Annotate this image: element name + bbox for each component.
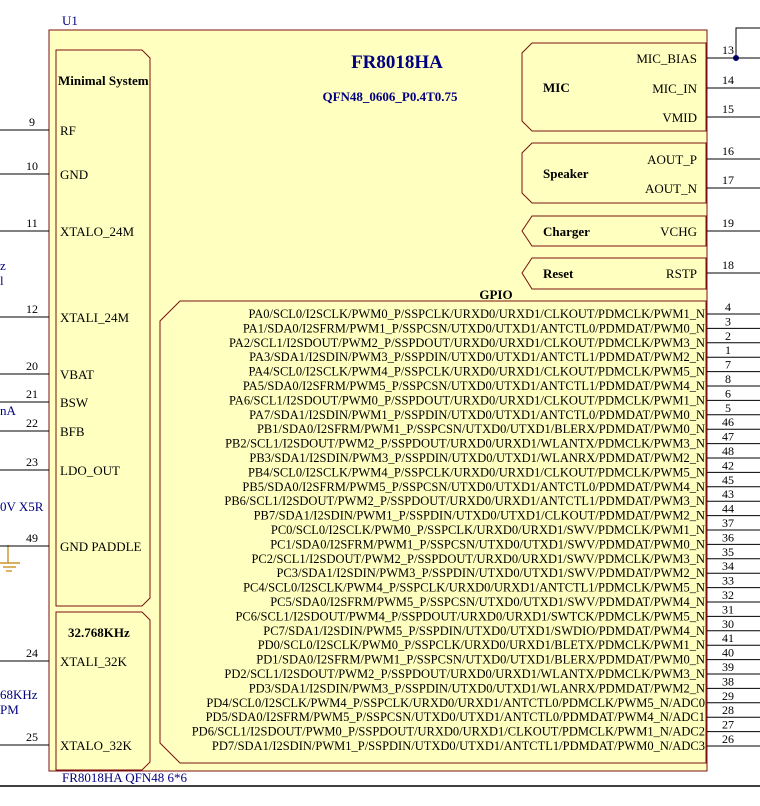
pin-name: AOUT_P <box>647 152 697 167</box>
pin-number: 30 <box>722 616 734 631</box>
pin-number: 31 <box>722 602 734 617</box>
pin-name: GND PADDLE <box>60 539 142 554</box>
pin-name: GND <box>60 167 89 182</box>
pin-name: XTALO_24M <box>60 224 135 239</box>
pin-number: 26 <box>722 732 734 746</box>
pin-name: RSTP <box>665 266 697 281</box>
pin-name: VCHG <box>660 224 697 239</box>
gpio-pin-name: PA2/SCL1/I2SDOUT/PWM2_P/SSPDOUT/URXD0/URXD1/CLKOUT/PDMCLK/PWM3_N <box>229 335 705 350</box>
gpio-pin-name: PD4/SCL0/I2SCLK/PWM4_P/SSPCLK/URXD0/URXD1/ANTCTL0/PDMCLK/PWM5_N/ADC0 <box>206 695 705 710</box>
gpio-pin-name: PB3/SDA1/I2SDIN/PWM3_P/SSPDIN/UTXD0/UTXD1/WLANRX/PDMDAT/PWM2_N <box>249 451 705 465</box>
gpio-pin-name: PB2/SCL1/I2SDOUT/PWM2_P/SSPDOUT/URXD0/URXD1/WLANTX/PDMCLK/PWM3_N <box>225 436 705 451</box>
pin-number: 3 <box>725 314 731 329</box>
pin-number: 4 <box>725 300 731 314</box>
edge-fragment: l <box>0 273 4 288</box>
pin-number: 10 <box>26 159 38 173</box>
pin-number: 29 <box>722 688 734 703</box>
gpio-pin-name: PA3/SDA1/I2SDIN/PWM3_P/SSPDIN/UTXD0/UTXD1/ANTCTL1/PDMDAT/PWM2_N <box>249 350 705 365</box>
gpio-pin-name: PA5/SDA0/I2SFRM/PWM5_P/SSPCSN/UTXD0/UTXD1/ANTCTL1/PDMDAT/PWM4_N <box>242 379 705 393</box>
gpio-pin-name: PB7/SDA1/I2SDIN/PWM1_P/SSPDIN/UTXD0/UTXD1/CLKOUT/PDMDAT/PWM2_N <box>253 508 705 523</box>
gpio-pin-group <box>192 300 760 753</box>
pin-number: 12 <box>26 302 38 316</box>
pin-name: MIC_IN <box>652 81 697 96</box>
edge-fragment: nA <box>0 403 16 418</box>
pin-number: 20 <box>26 359 38 373</box>
pin-name: BFB <box>60 424 85 439</box>
gpio-pin-name: PD7/SDA1/I2SDIN/PWM1_P/SSPDIN/UTXD0/UTXD1/ANTCTL1/PDMDAT/PWM0_N/ADC3 <box>211 739 705 753</box>
pin-number: 15 <box>722 102 734 116</box>
footer-part-label: FR8018HA QFN48 6*6 <box>62 770 187 785</box>
pin-name: MIC_BIAS <box>636 51 697 66</box>
edge-fragment: PM <box>0 702 19 717</box>
pin-name: XTALI_24M <box>60 310 130 325</box>
pin-name: VBAT <box>60 367 94 382</box>
mic-bias-junction <box>733 28 760 61</box>
gpio-pin-name: PB1/SDA0/I2SFRM/PWM1_P/SSPCSN/UTXD0/UTXD1/BLERX/PDMDAT/PWM0_N <box>256 422 705 437</box>
pin-number: 14 <box>722 73 734 87</box>
gpio-pin-name: PC7/SDA1/I2SDIN/PWM5_P/SSPDIN/UTXD0/UTXD1/SWDIO/PDMDAT/PWM4_N <box>263 623 705 638</box>
pin-number: 38 <box>722 674 734 689</box>
pin-number: 22 <box>26 416 38 430</box>
pin-number: 36 <box>722 530 734 545</box>
gpio-pin-name: PC1/SDA0/I2SFRM/PWM1_P/SSPCSN/UTXD0/UTXD1/SWV/PDMDAT/PWM0_N <box>270 537 705 552</box>
group-label-speaker: Speaker <box>543 166 589 181</box>
pin-name: LDO_OUT <box>60 463 120 478</box>
edge-fragment: 68KHz <box>0 687 38 702</box>
pin-name: BSW <box>60 395 89 410</box>
pin-number: 35 <box>722 544 734 559</box>
pin-number: 17 <box>722 173 734 187</box>
gpio-pin-name: PB6/SCL1/I2SDOUT/PWM2_P/SSPDOUT/URXD0/URXD1/ANTCTL1/PDMDAT/PWM3_N <box>224 494 705 509</box>
pin-number: 39 <box>722 660 734 674</box>
pin-number: 34 <box>722 559 734 574</box>
gpio-pin-name: PB4/SCL0/I2SCLK/PWM4_P/SSPCLK/URXD0/URXD1/CLKOUT/PDMCLK/PWM5_N <box>247 465 705 480</box>
pin-number: 6 <box>725 386 731 401</box>
gpio-pin-name: PC0/SCL0/I2SCLK/PWM0_P/SSPCLK/URXD0/URXD1/SWV/PDMCLK/PWM1_N <box>270 523 705 537</box>
gpio-pin-name: PC2/SCL1/I2SDOUT/PWM2_P/SSPDOUT/URXD0/URXD1/SWV/PDMCLK/PWM3_N <box>251 551 705 566</box>
pin-number: 19 <box>722 216 734 230</box>
pin-number: 33 <box>722 573 734 588</box>
pin-number: 7 <box>725 357 731 372</box>
group-label-minimal-system: Minimal System <box>58 73 149 88</box>
gpio-pin-name: PB5/SDA0/I2SFRM/PWM5_P/SSPCSN/UTXD0/UTXD1/ANTCTL0/PDMDAT/PWM4_N <box>242 479 705 494</box>
pin-number: 21 <box>26 387 38 401</box>
pin-number: 9 <box>29 115 35 129</box>
gpio-pin-name: PD2/SCL1/I2SDOUT/PWM2_P/SSPDOUT/URXD0/URXD1/WLANTX/PDMCLK/PWM3_N <box>224 667 705 681</box>
chip-name-title: FR8018HA <box>351 52 443 73</box>
pin-number: 44 <box>722 501 734 516</box>
pin-number: 1 <box>725 343 731 358</box>
package-subtitle: QFN48_0606_P0.4T0.75 <box>322 89 458 104</box>
pin-number: 43 <box>722 487 734 502</box>
gpio-pin-name: PA4/SCL0/I2SCLK/PWM4_P/SSPCLK/URXD0/URXD1/CLKOUT/PDMCLK/PWM5_N <box>248 364 705 379</box>
gpio-pin-name: PD0/SCL0/I2SCLK/PWM0_P/SSPCLK/URXD0/URXD1/BLETX/PDMCLK/PWM1_N <box>257 638 705 653</box>
gpio-pin-name: PC5/SDA0/I2SFRM/PWM5_P/SSPCSN/UTXD0/UTXD1/SWV/PDMDAT/PWM4_N <box>270 595 705 609</box>
pin-number: 49 <box>26 531 38 545</box>
pin-name: XTALI_32K <box>60 654 127 669</box>
pin-number: 23 <box>26 455 38 469</box>
pin-number: 2 <box>725 328 731 343</box>
pin-number: 11 <box>26 216 38 230</box>
pin-name: VMID <box>662 110 697 125</box>
pin-number: 45 <box>722 472 734 487</box>
pin-number: 47 <box>722 429 734 444</box>
pin-number: 13 <box>722 43 734 57</box>
gpio-pin-name: PA7/SDA1/I2SDIN/PWM1_P/SSPDIN/UTXD0/UTXD1/ANTCTL0/PDMDAT/PWM0_N <box>249 407 705 422</box>
pin-number: 28 <box>722 703 734 718</box>
edge-fragment: z <box>0 258 6 273</box>
gpio-pin-name: PD5/SDA0/I2SFRM/PWM5_P/SSPCSN/UTXD0/UTXD1/ANTCTL0/PDMDAT/PWM4_N/ADC1 <box>205 710 705 725</box>
pin-name: XTALO_32K <box>60 738 132 753</box>
pin-number: 40 <box>722 645 734 660</box>
gpio-pin-name: PC6/SCL1/I2SDOUT/PWM4_P/SSPDOUT/URXD0/URXD1/SWTCK/PDMCLK/PWM5_N <box>235 609 705 624</box>
gpio-pin-name: PA0/SCL0/I2SCLK/PWM0_P/SSPCLK/URXD0/URXD1/CLKOUT/PDMCLK/PWM1_N <box>248 307 705 321</box>
gpio-pin-name: PD1/SDA0/I2SFRM/PWM1_P/SSPCSN/UTXD0/UTXD1/BLERX/PDMDAT/PWM0_N <box>256 652 705 667</box>
pin-number: 8 <box>725 372 731 386</box>
pin-number: 32 <box>722 588 734 602</box>
gpio-pin-name: PA1/SDA0/I2SFRM/PWM1_P/SSPCSN/UTXD0/UTXD1/ANTCTL0/PDMDAT/PWM0_N <box>242 321 705 336</box>
group-label-xtal32: 32.768KHz <box>68 625 130 640</box>
pin-name: AOUT_N <box>645 181 697 196</box>
pin-number: 24 <box>26 646 38 660</box>
pin-number: 46 <box>722 415 734 430</box>
pin-number: 5 <box>725 400 731 415</box>
gpio-pin-name: PD6/SCL1/I2SDOUT/PWM0_P/SSPDOUT/URXD0/URXD1/CLKOUT/PDMCLK/PWM1_N/ADC2 <box>191 724 705 739</box>
group-label-charger: Charger <box>543 224 590 239</box>
gpio-pin-name: PA6/SCL1/I2SDOUT/PWM0_P/SSPDOUT/URXD0/URXD1/CLKOUT/PDMCLK/PWM1_N <box>229 393 705 408</box>
ground-symbol-icon <box>0 545 20 571</box>
pin-number: 16 <box>722 144 734 158</box>
group-label-mic: MIC <box>543 80 570 95</box>
pin-number: 41 <box>722 631 734 646</box>
edge-fragment: 0V X5R <box>0 499 44 514</box>
group-label-gpio: GPIO <box>479 287 513 302</box>
gpio-pin-name: PD3/SDA1/I2SDIN/PWM3_P/SSPDIN/UTXD0/UTXD1/WLANRX/PDMDAT/PWM2_N <box>248 681 705 696</box>
pin-number: 48 <box>722 444 734 458</box>
gpio-pin-name: PC3/SDA1/I2SDIN/PWM3_P/SSPDIN/UTXD0/UTXD1/SWV/PDMDAT/PWM2_N <box>276 566 705 581</box>
pin-number: 27 <box>722 717 734 732</box>
pin-number: 37 <box>722 516 734 530</box>
pin-number: 25 <box>26 730 38 744</box>
pin-number: 42 <box>722 458 734 473</box>
pin-name: RF <box>60 123 76 138</box>
gpio-pin-name: PC4/SCL0/I2SCLK/PWM4_P/SSPCLK/URXD0/URXD1/ANTCTL1/PDMCLK/PWM5_N <box>243 580 705 595</box>
pin-number: 18 <box>722 258 734 272</box>
refdes-label: U1 <box>62 13 78 28</box>
group-label-reset: Reset <box>543 266 574 281</box>
